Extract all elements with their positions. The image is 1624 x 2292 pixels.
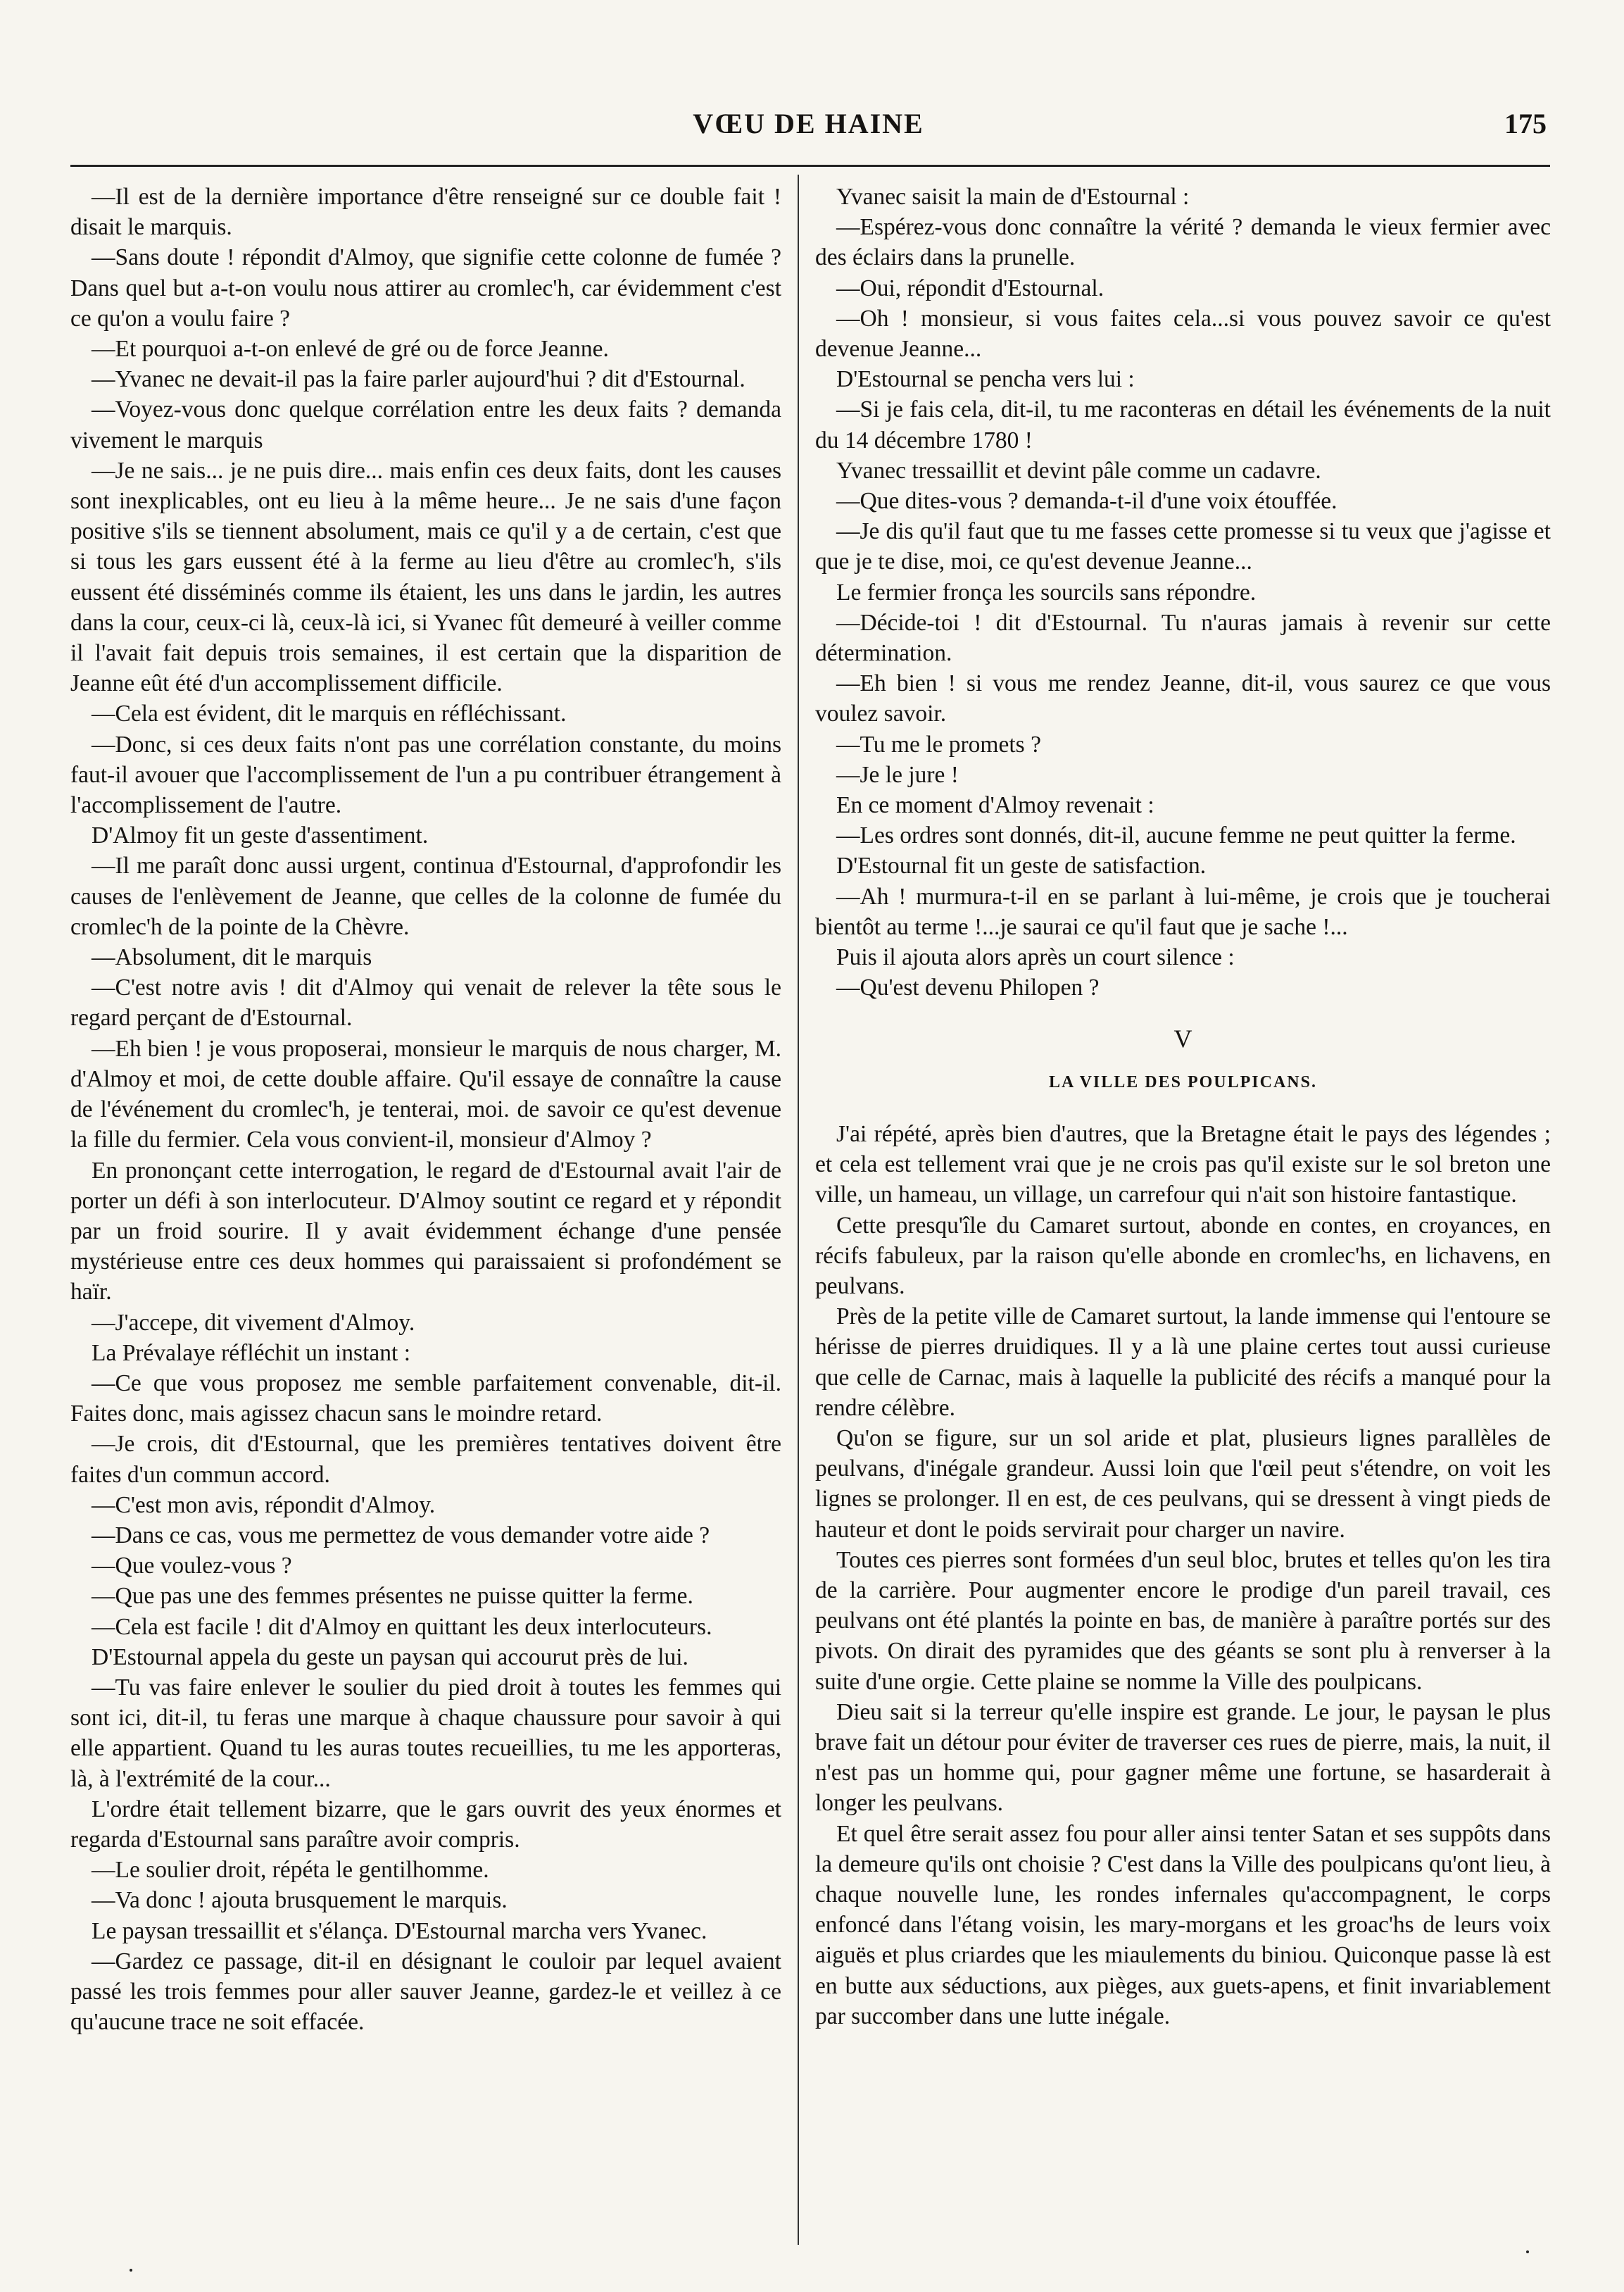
paragraph: —Que voulez-vous ? [92,1553,292,1579]
paragraph: —Je le jure ! [836,761,959,788]
paragraph: Toutes ces pierres sont formées d'un seul bloc, brutes et telles qu'on les tira de la carrière. Pour augmenter encore le prodige d'un pareil travail, ces peulvans ont été plantés la pointe en bas, de manière à paraître portés sur des pivots. On dirait des pyramides que des géants se sont plu à renverser à la suite d'une orgie. Cette plaine se nomme la Ville des poulpicans. [815,1546,1551,1695]
paragraph: Près de la petite ville de Camaret surtout, la lande immense qui l'entoure se hérisse de pierres druidiques. Il y a là une plaine certes tout aussi curieuse que celle de Carnac, mais à laquelle la publicité des récifs a manqué pour la rendre célèbre. [815,1303,1551,1421]
paragraph: —Je crois, dit d'Estournal, que les premières tentatives doivent être faites d'un commun accord. [70,1431,781,1488]
paragraph: J'ai répété, après bien d'autres, que la Bretagne était le pays des légendes ; et cela est tellement vrai que je ne crois pas qu'il existe sur le sol breton une ville, un hameau, un village, un carrefour qui n'ait son histoire fantastique. [815,1120,1551,1208]
chapter-number: V [1173,1025,1192,1053]
running-title: VŒU DE HAINE [693,108,924,139]
paragraph: —Eh bien ! je vous proposerai, monsieur le marquis de nous charger, M. d'Almoy et moi, de cette double affaire. Qu'il essaye de connaître la cause de l'événement du cromlec'h, je tenterai, moi. de savoir ce qu'est devenue la fille du fermier. Cela vous convient-il, monsieur d'Almoy ? [70,1035,781,1153]
paragraph: —Je ne sais... je ne puis dire... mais enfin ces deux faits, dont les causes sont inexplicables, ont eu lieu à la même heure... Je ne sais d'une façon positive s'ils se tiennent absolument, mais ce qu'il y a de certain, c'est que si tous les gars eussent été à la ferme au lieu d'être au cromlec'h, s'ils eussent été disséminés comme ils étaient, les uns dans le jardin, les autres dans la cour, ceux-ci là, ceux-là ici, si Yvanec fût demeuré à veiller comme il l'avait fait depuis trois semaines, il est certain que la disparition de Jeanne eût été d'un accomplissement difficile. [70,457,781,697]
paragraph: En ce moment d'Almoy revenait : [836,792,1154,819]
paragraph: —C'est notre avis ! dit d'Almoy qui venait de relever la tête sous le regard perçant de d'Estournal. [70,975,781,1032]
paragraph: —Je dis qu'il faut que tu me fasses cette promesse si tu veux que j'agisse et que je te dise, moi, ce qu'est devenue Jeanne... [815,518,1551,575]
right-column-top [815,182,1551,1003]
right-column-bottom [815,1119,1551,2031]
paragraph: —Décide-toi ! dit d'Estournal. Tu n'auras jamais à revenir sur cette détermination. [815,609,1551,667]
paragraph: —Donc, si ces deux faits n'ont pas une corrélation constante, du moins faut-il avouer que l'accomplissement de l'un a pu contribuer étrangement à l'accomplissement de l'autre. [70,731,781,819]
paragraph: Yvanec tressaillit et devint pâle comme un cadavre. [836,457,1321,484]
paragraph: Dieu sait si la terreur qu'elle inspire est grande. Le jour, le paysan le plus brave fait un détour pour éviter de traverser ces rues de pierre, mais, la nuit, il n'est pas un homme qui, pour gagner même une fortune, se hasarderait à longer les peulvans. [815,1698,1551,1817]
paragraph: —Le soulier droit, répéta le gentilhomme. [92,1857,489,1884]
paragraph: L'ordre était tellement bizarre, que le gars ouvrit des yeux énormes et regarda d'Estournal sans paraître avoir compris. [70,1796,781,1853]
paragraph: —Gardez ce passage, dit-il en désignant le couloir par lequel avaient passé les trois femmes pour aller sauver Jeanne, gardez-le et veillez à ce qu'aucune trace ne soit effacée. [70,1948,781,2036]
chapter-title: LA VILLE DES POULPICANS. [1049,1072,1317,1091]
paragraph: Puis il ajouta alors après un court silence : [836,944,1235,971]
column-divider [798,175,799,2245]
paragraph: Le paysan tressaillit et s'élança. D'Estournal marcha vers Yvanec. [92,1917,707,1944]
paragraph: —Qu'est devenu Philopen ? [836,975,1100,1001]
paragraph: —Oh ! monsieur, si vous faites cela...si vous pouvez savoir ce qu'est devenue Jeanne... [815,305,1551,363]
right-column [815,182,1551,2229]
paragraph: —Ah ! murmura-t-il en se parlant à lui-même, je crois que je toucherai bientôt au terme !...je saurai ce qu'il faut que je sache !... [815,883,1551,940]
paragraph: Le fermier fronça les sourcils sans répondre. [836,579,1257,606]
left-column [70,182,781,2229]
paragraph: D'Estournal fit un geste de satisfaction. [836,853,1207,879]
paragraph: D'Estournal se pencha vers lui : [836,366,1135,393]
page-header [70,107,1547,152]
paragraph: —J'accepe, dit vivement d'Almoy. [92,1309,415,1336]
paragraph: Qu'on se figure, sur un sol aride et plat, plusieurs lignes parallèles de peulvans, d'inégale grandeur. Aussi loin que l'œil peut s'étendre, on voit les lignes se prolonger. Il en est, de ces peulvans, qui se dressent à vingt pieds de hauteur et dont le poids servirait pour charger un navire. [815,1424,1551,1543]
paragraph: —Les ordres sont donnés, dit-il, aucune femme ne peut quitter la ferme. [836,822,1516,849]
paragraph: D'Almoy fit un geste d'assentiment. [92,822,429,849]
paragraph: —Voyez-vous donc quelque corrélation entre les deux faits ? demanda vivement le marquis [70,396,781,453]
paragraph: D'Estournal appela du geste un paysan qui accourut près de lui. [92,1643,688,1670]
paragraph: —Sans doute ! répondit d'Almoy, que signifie cette colonne de fumée ? Dans quel but a-t-on voulu nous attirer au cromlec'h, car évidemment c'est ce qu'on a voulu faire ? [70,244,781,332]
paragraph: —Va donc ! ajouta brusquement le marquis. [92,1887,508,1914]
paragraph: —Il est de la dernière importance d'être renseigné sur ce double fait ! disait le marquis. [70,184,781,241]
page-number: 175 [1504,108,1547,139]
paragraph: —Que pas une des femmes présentes ne puisse quitter la ferme. [92,1583,693,1610]
paragraph: —Si je fais cela, dit-il, tu me raconteras en détail les événements de la nuit du 14 décembre 1780 ! [815,396,1551,453]
paragraph: —Oui, répondit d'Estournal. [836,275,1104,301]
paragraph: —Espérez-vous donc connaître la vérité ? demanda le vieux fermier avec des éclairs dans la prunelle. [815,214,1551,271]
paragraph: La Prévalaye réfléchit un instant : [92,1339,411,1366]
paragraph: —Eh bien ! si vous me rendez Jeanne, dit-il, vous saurez ce que vous voulez savoir. [815,670,1551,727]
paragraph: —Tu vas faire enlever le soulier du pied droit à toutes les femmes qui sont ici, dit-il, tu feras une marque à chaque chaussure pour savoir à qui elle appartient. Quand tu les auras toutes recueillies, tu me les apporteras, là, à l'extrémité de la cour... [70,1674,781,1792]
ink-speck [1526,2250,1529,2253]
paragraph: —C'est mon avis, répondit d'Almoy. [92,1491,436,1518]
paragraph: —Absolument, dit le marquis [92,944,372,971]
paragraph: —Tu me le promets ? [836,731,1041,758]
paragraph: —Que dites-vous ? demanda-t-il d'une voix étouffée. [836,488,1337,515]
ink-speck [130,2269,132,2272]
paragraph: Yvanec saisit la main de d'Estournal : [836,184,1190,210]
paragraph: Cette presqu'île du Camaret surtout, abonde en contes, en croyances, en récifs fabuleux, par la raison qu'elle abonde en cromlec'hs, en lichavens, en peulvans. [815,1212,1551,1299]
paragraph: Et quel être serait assez fou pour aller ainsi tenter Satan et ses suppôts dans la demeure qu'ils ont choisie ? C'est dans la Ville des poulpicans qu'ont lieu, à chaque nouvelle lune, les rondes infernales qu'accompagnent, le corps enfoncé dans l'étang voisin, les mary-morgans et les groac'hs de leurs voix aiguës et plus criardes que les miaulements du biniou. Quiconque passe là est en butte aux séductions, aux pièges, aux guets-apens, et finit invariablement par succomber dans une lutte inégale. [815,1820,1551,2029]
paragraph: —Il me paraît donc aussi urgent, continua d'Estournal, d'approfondir les causes de l'enlèvement de Jeanne, que celles de la colonne de fumée du cromlec'h de la pointe de la Chèvre. [70,853,781,940]
paragraph: —Cela est facile ! dit d'Almoy en quittant les deux interlocuteurs. [92,1613,712,1640]
paragraph: —Et pourquoi a-t-on enlevé de gré ou de force Jeanne. [92,336,609,363]
paragraph: —Dans ce cas, vous me permettez de vous demander votre aide ? [92,1522,710,1548]
paragraph: En prononçant cette interrogation, le regard de d'Estournal avait l'air de porter un défi à son interlocuteur. D'Almoy soutint ce regard et y répondit par un froid sourire. Il y avait évidemment échange d'une pensée mystérieuse entre ces deux hommes qui paraissaient si profondément se haïr. [70,1157,781,1305]
paragraph: —Ce que vous proposez me semble parfaitement convenable, dit-il. Faites donc, mais agissez chacun sans le moindre retard. [70,1370,781,1427]
paragraph: —Yvanec ne devait-il pas la faire parler aujourd'hui ? dit d'Estournal. [92,366,745,393]
paragraph: —Cela est évident, dit le marquis en réfléchissant. [92,701,567,727]
header-rule [70,165,1550,167]
